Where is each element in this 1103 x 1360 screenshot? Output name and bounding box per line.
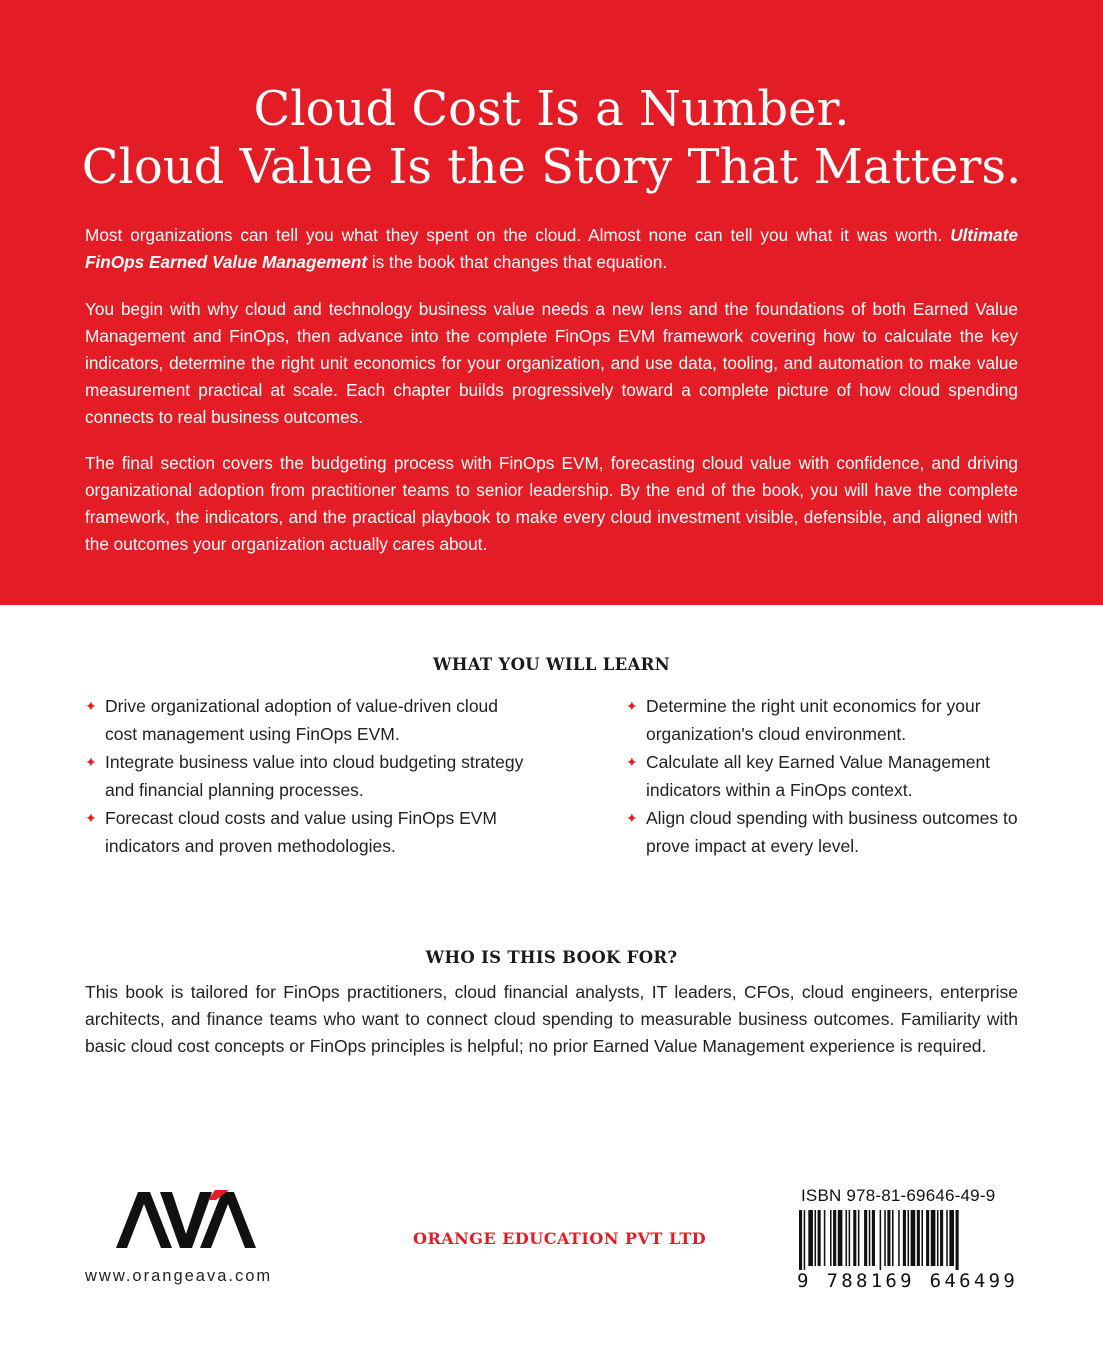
barcode-bar — [815, 1210, 817, 1266]
isbn-label: ISBN 978-81-69646-49-9 — [801, 1186, 996, 1205]
star-bullet-icon: ✦ — [626, 810, 638, 826]
barcode-bar — [921, 1210, 923, 1266]
star-bullet-icon: ✦ — [626, 698, 638, 714]
learn-list-left — [85, 692, 525, 860]
barcode-bar — [880, 1210, 882, 1270]
list-item — [85, 804, 525, 860]
barcode-bar — [846, 1210, 848, 1266]
barcode-bar — [937, 1210, 939, 1266]
ava-logo-icon — [116, 1190, 256, 1250]
barcode-block — [797, 1186, 1019, 1296]
barcode-bar — [838, 1210, 843, 1266]
intro-paragraph-1 — [85, 222, 1018, 276]
barcode-bar — [908, 1210, 910, 1266]
barcode-bar — [898, 1210, 900, 1266]
intro-p1-tail: is the book that changes that equation. — [367, 252, 668, 272]
list-item — [626, 748, 1066, 804]
cover-headline — [0, 80, 1103, 196]
headline-line-1: Cloud Cost Is a Number. — [253, 81, 850, 137]
barcode-bar — [869, 1210, 871, 1266]
learn-item-text: Drive organizational adoption of value-driven cloud cost management using FinOps EVM. — [105, 696, 499, 744]
audience-heading: WHO IS THIS BOOK FOR? — [425, 948, 678, 967]
barcode-bar — [956, 1210, 959, 1270]
learn-heading: WHAT YOU WILL LEARN — [433, 655, 670, 674]
barcode-digits: 9 788169 646499 — [797, 1270, 1019, 1292]
barcode-bar — [799, 1210, 802, 1270]
barcode-bar — [849, 1210, 851, 1266]
barcode-bar — [853, 1210, 856, 1266]
star-bullet-icon: ✦ — [85, 698, 97, 714]
learn-item-text: Determine the right unit economics for your organization's cloud environment. — [646, 696, 981, 744]
list-item — [85, 692, 525, 748]
learn-item-text: Align cloud spending with business outcomes to prove impact at every level. — [646, 808, 1018, 856]
barcode-bar — [946, 1210, 948, 1266]
barcode-bar — [824, 1210, 826, 1266]
publisher-name: ORANGE EDUCATION PVT LTD — [413, 1229, 707, 1248]
barcode-bar — [833, 1210, 836, 1266]
star-bullet-icon: ✦ — [85, 810, 97, 826]
headline-line-2: Cloud Value Is the Story That Matters. — [81, 139, 1022, 195]
list-item — [626, 804, 1066, 860]
barcode-bar — [903, 1210, 906, 1266]
barcode-bar — [858, 1210, 860, 1266]
learn-list-right — [626, 692, 1066, 860]
barcode-bar — [808, 1210, 813, 1266]
learn-item-text: Forecast cloud costs and value using FinOps EVM indicators and proven methodologies. — [105, 808, 497, 856]
barcode-icon — [797, 1210, 1019, 1270]
learn-item-text: Calculate all key Earned Value Management indicators within a FinOps context. — [646, 752, 991, 800]
intro-p1-lead: Most organizations can tell you what they spent on the cloud. Almost none can tell you what it was worth. — [85, 225, 951, 245]
intro-paragraph-3: The final section covers the budgeting process with FinOps EVM, forecasting cloud value with confidence, and driving organizational adoption from practitioner teams to senior leadership. By the end of the book, you will have the complete framework, the indicators, and the practical playbook to make every cloud investment visible, defensible, and aligned with the outcomes your organization actually cares about. — [85, 453, 1018, 554]
learn-item-text: Integrate business value into cloud budgeting strategy and financial planning processes. — [105, 752, 524, 800]
barcode-bar — [818, 1210, 821, 1266]
star-bullet-icon: ✦ — [626, 754, 638, 770]
barcode-bar — [872, 1210, 875, 1266]
intro-paragraph-2: You begin with why cloud and technology business value needs a new lens and the foundations of both Earned Value Management and FinOps, then advance into the complete FinOps EVM framework covering how to calculate the key indicators, determine the right unit economics for your organization, and use data, tooling, and automation to make value measurement practical at scale. Each chapter builds progressively toward a complete picture of how cloud spending connects to real business outcomes. — [85, 299, 1018, 427]
barcode-bar — [887, 1210, 890, 1266]
barcode-bar — [931, 1210, 936, 1266]
barcode-bar — [804, 1210, 806, 1270]
audience-body: This book is tailored for FinOps practitioners, cloud financial analysts, IT leaders, CFOs, cloud engineers, enterprise architects, and finance teams who want to connect cloud spending to measurable business outcomes. Familiarity with basic cloud cost concepts or FinOps principles is helpful; no prior Earned Value Management experience is required. — [85, 982, 1018, 1056]
book-title-inline: Ultimate FinOps Earned Value Management — [85, 225, 1018, 272]
barcode-bar — [911, 1210, 916, 1266]
star-bullet-icon: ✦ — [85, 754, 97, 770]
barcode-bar — [892, 1210, 894, 1266]
barcode-bar — [949, 1210, 954, 1266]
barcode-bar — [830, 1210, 832, 1266]
list-item — [626, 692, 1066, 748]
barcode-bar — [864, 1210, 867, 1266]
barcode-bar — [884, 1210, 886, 1266]
barcode-bar — [926, 1210, 929, 1266]
publisher-website: www.orangeava.com — [85, 1267, 273, 1285]
barcode-bar — [940, 1210, 943, 1266]
list-item — [85, 748, 525, 804]
barcode-bar — [917, 1210, 920, 1266]
